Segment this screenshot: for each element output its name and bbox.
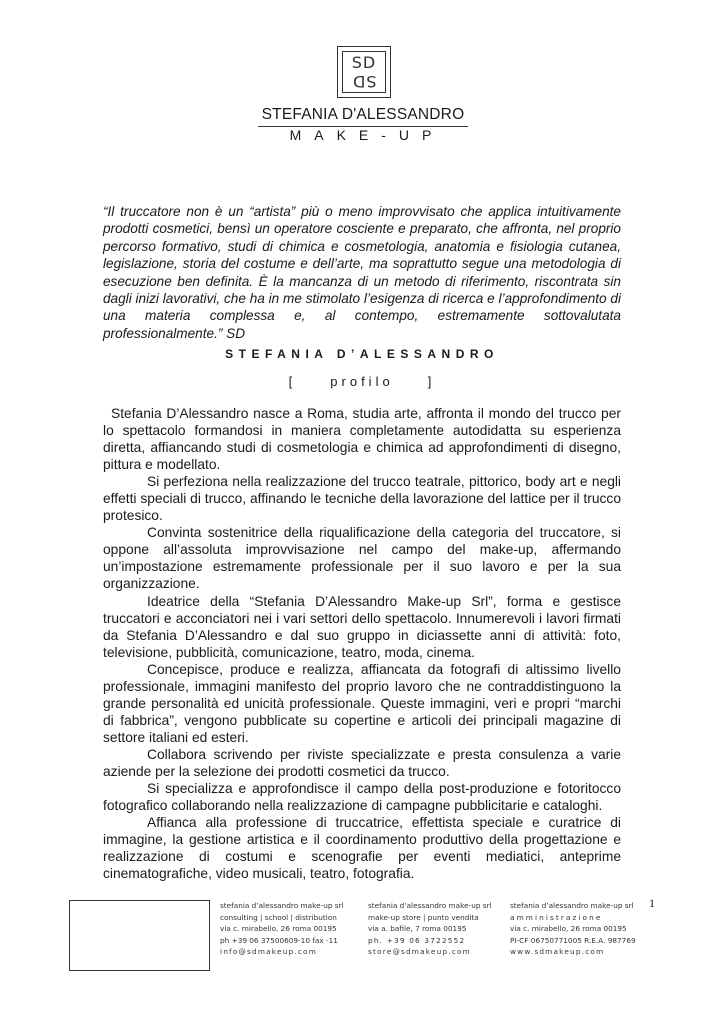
footer-address: via a. bafile, 7 roma 00195 xyxy=(368,924,467,934)
profile-subtitle xyxy=(103,374,621,389)
footer-phone: ph. +39 06 3722552 xyxy=(368,935,466,945)
footer-phone: ph +39 06 37500609-10 fax -11 xyxy=(220,935,338,945)
footer-services: make-up store | punto vendita xyxy=(368,912,479,922)
footer-services: consulting | school | distribution xyxy=(220,912,337,922)
logo xyxy=(337,46,391,98)
footer-column-admin xyxy=(510,900,656,958)
brand-name: STEFANIA D'ALESSANDRO xyxy=(261,106,465,123)
logo-monogram xyxy=(342,51,386,93)
subtitle-close-bracket: ] xyxy=(427,374,436,389)
footer-department: amministrazione xyxy=(510,912,603,922)
intro-quote: “Il truccatore non è un “artista” più o meno improvvisato che applica intuitivamente prodotti cosmetici, bensì un operatore cosciente e preparato, che affronta, nel proprio percorso formativo, studi di chimica e cosmetologia, anatomia e fisiologia cutanea, legislazione, storia del costume e dell’arte, ma soprattutto segue una metodologia di esecuzione ben definita. È la mancanza di un metodo di riferimento, riscontrata sin dagli inizi lavorativi, che ha in me stimolato l’esigenza di ricerca e l’approfondimento di una materia complessa e, al contempo, estremamente sottovalutata professionalmente.” SD xyxy=(103,204,621,341)
subtitle-open-bracket: [ xyxy=(288,374,297,389)
footer-vat: PI-CF 06750771005 R.E.A. 987769 xyxy=(510,935,636,945)
logo-bottom-letters: SD xyxy=(351,72,377,91)
footer-email: info@sdmakeup.com xyxy=(220,947,318,957)
page-number: 1 xyxy=(649,896,655,910)
profile-title: STEFANIA D’ALESSANDRO xyxy=(225,347,499,361)
footer-column-store xyxy=(368,900,514,958)
paragraph: Collabora scrivendo per riviste specializzate e presta consulenza a varie aziende per la selezione dei prodotti cosmetici da trucco. xyxy=(103,746,621,779)
paragraph: Concepisce, produce e realizza, affiancata da fotografi di altissimo livello professionale, immagini manifesto del proprio lavoro che ne contraddistinguono la grande personalità ed unicità professionale. Queste immagini, veri e propri “marchi di fabbrica”, vengono pubblicate su copertine e articoli dei principali magazine di settore italiani ed esteri. xyxy=(103,661,621,745)
footer-column-office xyxy=(220,900,366,958)
footer-address: via c. mirabello, 26 roma 00195 xyxy=(510,924,627,934)
brand-subtitle: MAKE-UP xyxy=(289,127,445,143)
footer-empty-box xyxy=(69,900,210,971)
paragraph: Convinta sostenitrice della riqualificazione della categoria del truccatore, si oppone all’assoluta improvvisazione nel campo del make-up, affermando un’impostazione estremamente professionale per il suo lavoro e per la sua organizzazione. xyxy=(103,525,621,592)
footer-email: store@sdmakeup.com xyxy=(368,947,471,957)
logo-top-letters: SD xyxy=(351,53,377,72)
paragraph: Affianca alla professione di truccatrice, effettista speciale e curatrice di immagine, la gestione artistica e il coordinamento produttivo della progettazione e realizzazione di costumi e scenografie per eventi mediatici, anteprime cinematografiche, video musicali, teatro, fotografia. xyxy=(103,815,621,882)
footer-address: via c. mirabello, 26 roma 00195 xyxy=(220,924,337,934)
paragraph: Ideatrice della “Stefania D’Alessandro Make-up Srl”, forma e gestisce truccatori e acconciatori nei i vari settori dello spettacolo. Innumerevoli i lavori firmati da Stefania D’Alessandro e dal suo gruppo in diciassette anni di attività: foto, televisione, pubblicità, comunicazione, teatro, moda, cinema. xyxy=(103,593,621,660)
paragraph: Si perfeziona nella realizzazione del trucco teatrale, pittorico, body art e negli effetti speciali di trucco, affinando le tecniche della lavorazione del lattice per il trucco protesico. xyxy=(103,474,621,524)
footer-website: www.sdmakeup.com xyxy=(510,947,605,957)
profile-body xyxy=(103,405,621,882)
footer-company: stefania d’alessandro make-up srl xyxy=(368,901,492,910)
footer-company: stefania d’alessandro make-up srl xyxy=(510,901,634,910)
subtitle-word: profilo xyxy=(330,374,394,389)
paragraph: Si specializza e approfondisce il campo della post-produzione e fotoritocco fotografico collaborando nella realizzazione di campagne pubblicitarie e cataloghi. xyxy=(103,781,621,814)
paragraph: Stefania D’Alessandro nasce a Roma, studia arte, affronta il mondo del trucco per lo spettacolo formandosi in maniera completamente autodidatta su esperienza diretta, affiancando studi di cosmetologia e chimica ad approfondimenti di disegno, pittura e modellato. xyxy=(103,406,621,473)
footer-company: stefania d’alessandro make-up srl xyxy=(220,901,344,910)
